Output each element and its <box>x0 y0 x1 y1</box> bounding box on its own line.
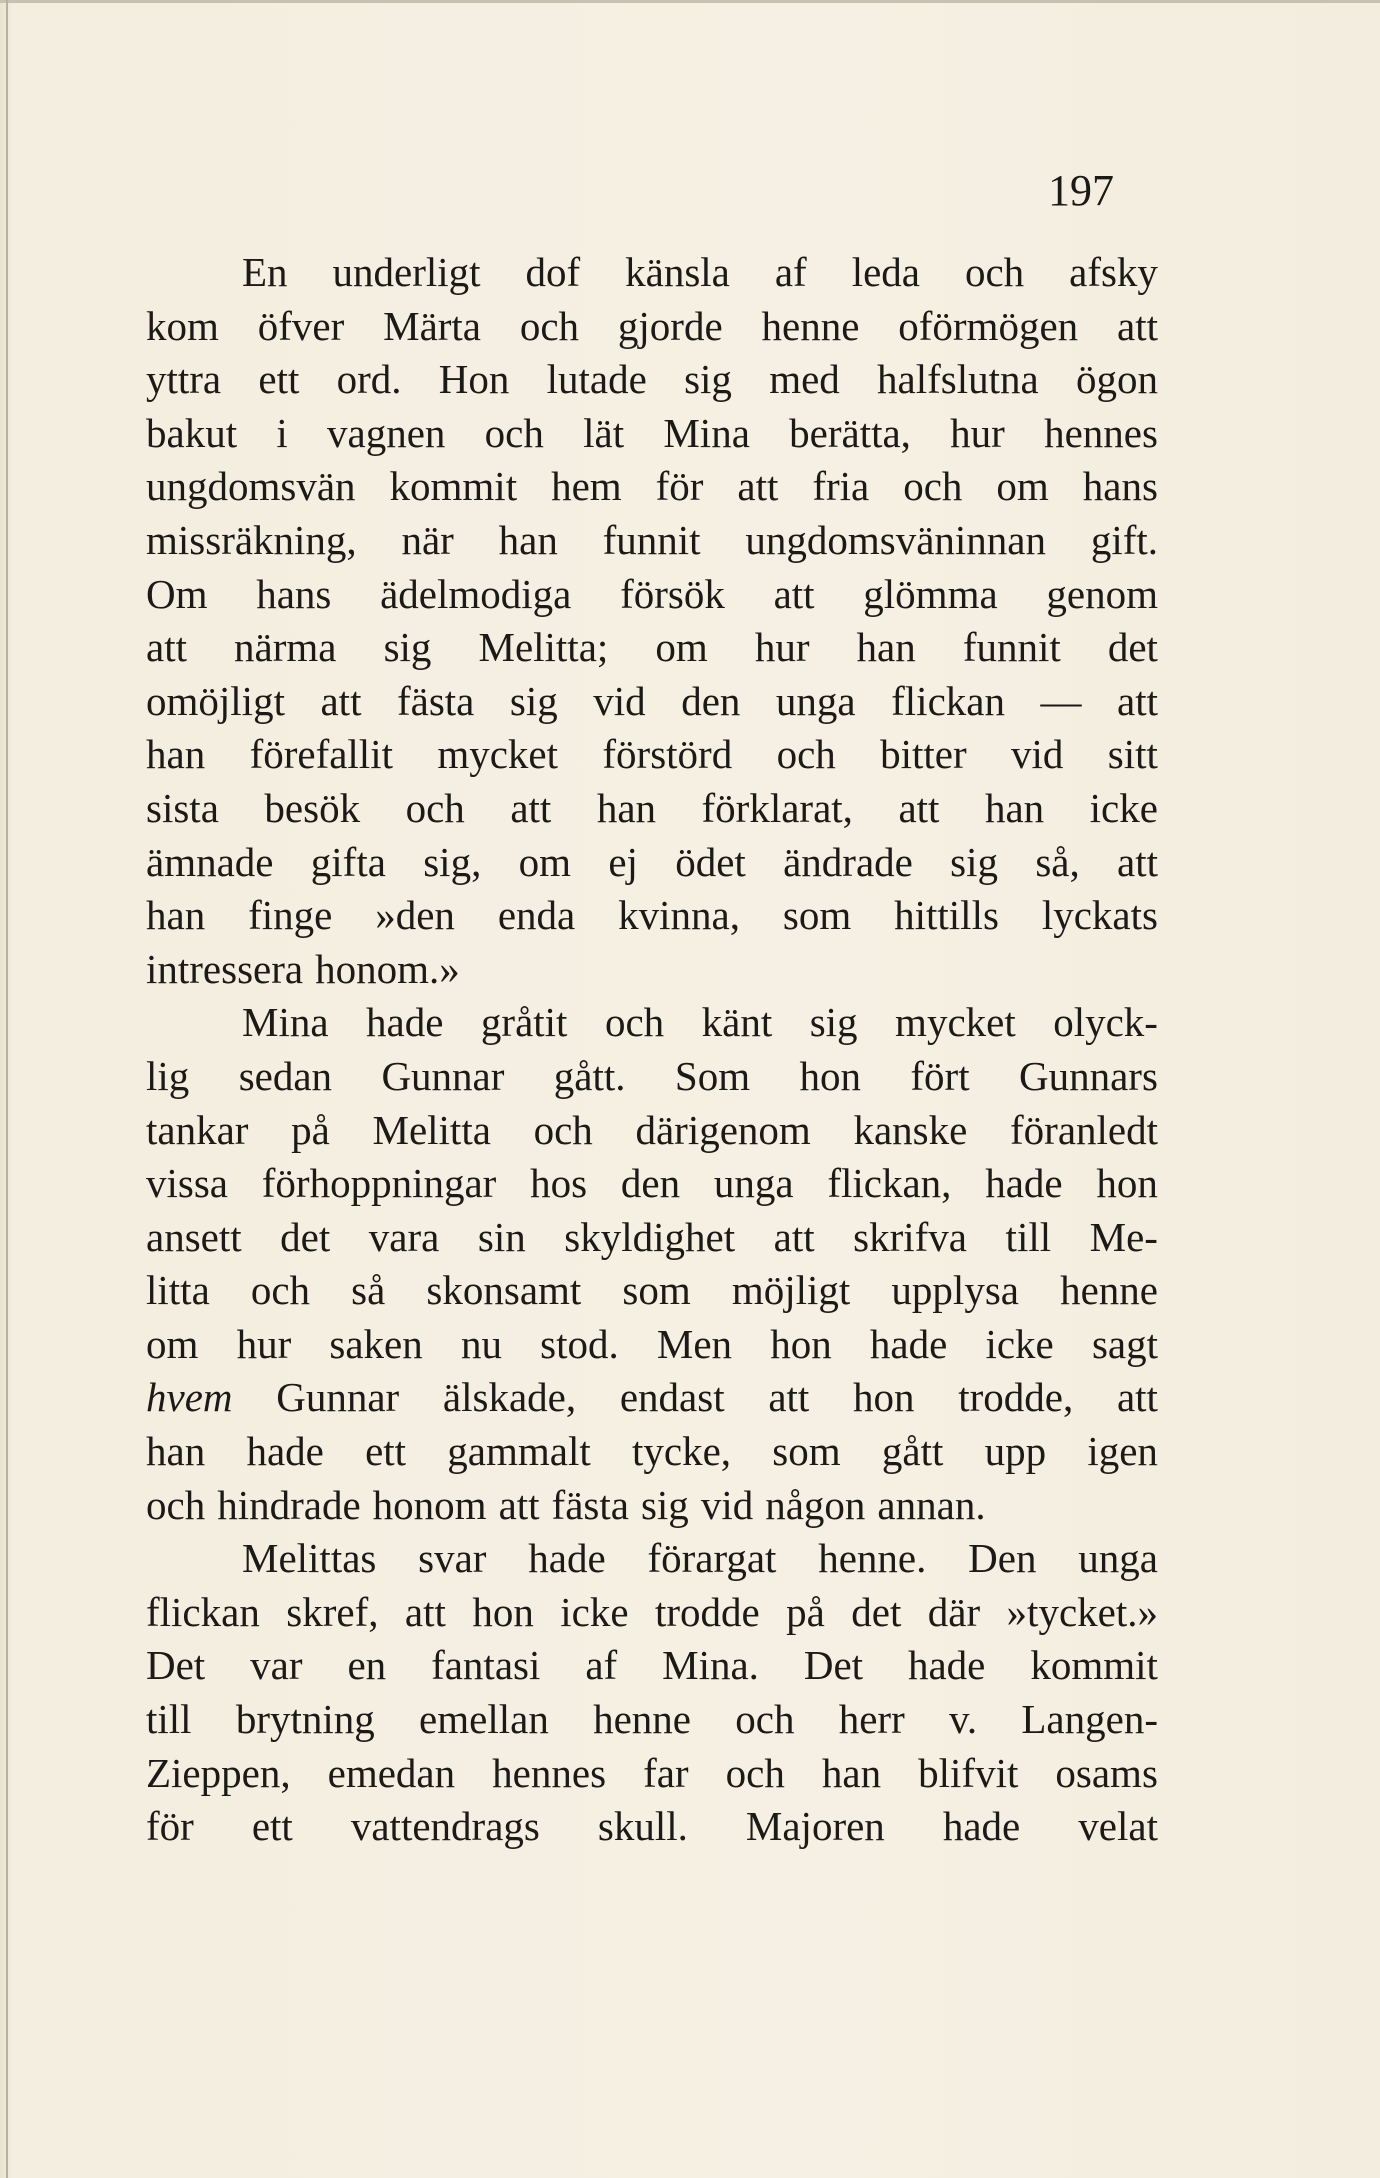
word: Det <box>803 1642 864 1689</box>
word: närma <box>234 624 337 671</box>
text-line <box>146 246 1158 300</box>
word: icke <box>1089 784 1158 831</box>
word: upplysa <box>891 1267 1019 1314</box>
text-line <box>146 1104 1158 1158</box>
word: hennes <box>1044 409 1158 456</box>
word: halfslutna <box>877 356 1039 403</box>
word: förargat <box>647 1535 777 1582</box>
word: velat <box>1078 1803 1158 1850</box>
text-line <box>146 1318 1158 1372</box>
word: omöjligt <box>146 677 285 724</box>
word: öfver <box>257 302 345 349</box>
word: för <box>655 463 704 510</box>
word: Gunnar <box>381 1052 505 1099</box>
word: ansett <box>146 1213 242 1260</box>
word: flickan <box>146 1588 260 1635</box>
text-line <box>146 1157 1158 1211</box>
word: och <box>250 1267 311 1314</box>
word: honom <box>372 1481 487 1528</box>
text-line <box>146 728 1158 782</box>
word: igen <box>1087 1428 1158 1475</box>
word: Om <box>146 570 208 617</box>
word: mycket <box>895 999 1016 1046</box>
word: ungdomsvän <box>146 463 356 510</box>
word: gjorde <box>617 302 723 349</box>
word: någon <box>765 1481 866 1528</box>
word: som <box>622 1267 691 1314</box>
word: saken <box>329 1320 423 1367</box>
word: kvinna, <box>618 892 740 939</box>
word: hur <box>754 624 810 671</box>
text-line <box>146 1586 1158 1640</box>
word: sig <box>509 677 558 724</box>
word: henne <box>593 1696 691 1743</box>
word: att <box>737 463 779 510</box>
word: Zieppen, <box>146 1749 291 1796</box>
word: Som <box>674 1052 751 1099</box>
word: Den <box>968 1535 1037 1582</box>
word: han <box>146 1428 206 1475</box>
word: stod. <box>540 1320 619 1367</box>
word: glömma <box>863 570 998 617</box>
word: för <box>146 1803 194 1850</box>
word: hade <box>528 1535 606 1582</box>
text-line <box>146 889 1158 943</box>
text-line <box>146 621 1158 675</box>
word: finge <box>248 892 333 939</box>
word: kommit <box>1030 1642 1158 1689</box>
word: kom <box>146 302 219 349</box>
word: hans <box>1082 463 1158 510</box>
word: unga <box>1078 1535 1158 1582</box>
word: och <box>146 1481 206 1528</box>
word: till <box>1005 1213 1052 1260</box>
word: flickan <box>891 677 1005 724</box>
word: af <box>585 1642 618 1689</box>
word: han <box>146 892 206 939</box>
word: förefallit <box>249 731 393 778</box>
word: ödet <box>675 838 746 885</box>
word: fästa <box>396 677 475 724</box>
word: »den <box>375 892 455 939</box>
word: endast <box>619 1374 725 1421</box>
word: hos <box>530 1160 588 1207</box>
word: berätta, <box>789 409 911 456</box>
word: icke <box>985 1320 1054 1367</box>
word: vid <box>700 1481 754 1528</box>
word: sig <box>809 999 858 1046</box>
word: hindrade <box>217 1481 361 1528</box>
word: det <box>280 1213 331 1260</box>
word: att <box>404 1588 446 1635</box>
word: Märta <box>383 302 482 349</box>
word: mycket <box>437 731 559 778</box>
word: förhoppningar <box>261 1160 497 1207</box>
text-line <box>146 1264 1158 1318</box>
word: som <box>782 892 852 939</box>
word: af <box>774 249 807 295</box>
word: ämnade <box>146 838 274 885</box>
word: ej <box>608 838 638 885</box>
word: Gunnar <box>276 1374 400 1421</box>
word: när <box>401 516 454 563</box>
word: han <box>596 784 657 831</box>
text-line <box>146 996 1158 1050</box>
word: fantasi <box>431 1642 541 1689</box>
word: att <box>768 1374 810 1421</box>
page-spine-edge <box>6 0 8 2178</box>
word: till <box>146 1696 192 1743</box>
word: underligt <box>332 249 481 295</box>
word: om <box>655 624 708 671</box>
word: det <box>851 1588 902 1635</box>
word: med <box>769 356 840 403</box>
word: den <box>620 1160 681 1207</box>
text-line <box>146 836 1158 890</box>
word: far <box>643 1749 689 1796</box>
text-line <box>146 407 1158 461</box>
word: han <box>146 731 206 778</box>
word: försök <box>620 570 725 617</box>
word: han <box>821 1749 882 1796</box>
text-line <box>146 300 1158 354</box>
word: — <box>1040 677 1082 724</box>
text-line <box>146 353 1158 407</box>
word: blifvit <box>918 1749 1019 1796</box>
word: föranledt <box>1010 1106 1158 1153</box>
word: att <box>773 570 815 617</box>
word: kanske <box>853 1106 968 1153</box>
word: hade <box>246 1428 324 1475</box>
word: tycke, <box>632 1428 732 1475</box>
word: Gunnars <box>1019 1052 1158 1099</box>
word: hittills <box>894 892 999 939</box>
word: skrifva <box>853 1213 968 1260</box>
word: lig <box>146 1052 190 1099</box>
word: han <box>856 624 916 671</box>
word: på <box>291 1106 330 1153</box>
word: kommit <box>389 463 518 510</box>
word: förstörd <box>602 731 733 778</box>
word: att <box>146 624 187 671</box>
word: olyck- <box>1053 999 1158 1046</box>
text-line <box>146 1479 1158 1533</box>
word: Me- <box>1089 1213 1158 1260</box>
word: en <box>347 1642 387 1689</box>
word: afsky <box>1069 249 1158 295</box>
word: och <box>405 784 465 831</box>
word: förklarat, <box>701 784 853 831</box>
word: funnit <box>602 516 701 563</box>
word: lät <box>583 409 625 456</box>
word: sista <box>146 784 219 831</box>
word: och <box>604 999 665 1046</box>
word: trodde, <box>958 1374 1074 1421</box>
word: ändrade <box>783 838 913 885</box>
word: älskade, <box>442 1374 577 1421</box>
word: därigenom <box>635 1106 811 1153</box>
word: unga <box>713 1160 794 1207</box>
word: yttra <box>146 356 222 403</box>
word: annan. <box>877 1481 986 1528</box>
word: leda <box>851 249 920 295</box>
word: ett <box>251 1803 293 1850</box>
word: så, <box>1035 838 1080 885</box>
word: Men <box>656 1320 733 1367</box>
word: Mina <box>242 999 329 1046</box>
word: upp <box>984 1428 1047 1475</box>
word: En <box>242 249 288 295</box>
text-line <box>146 1425 1158 1479</box>
word: enda <box>497 892 576 939</box>
word: lutade <box>546 356 647 403</box>
word: känt <box>701 999 773 1046</box>
word: Det <box>146 1642 206 1689</box>
word: flickan, <box>827 1160 952 1207</box>
word: sig, <box>423 838 482 885</box>
text-line <box>146 1800 1158 1854</box>
word: fört <box>910 1052 970 1099</box>
word: att <box>1117 302 1158 349</box>
word: sin <box>477 1213 526 1260</box>
word: besök <box>264 784 361 831</box>
word: vagnen <box>327 409 446 456</box>
word: vara <box>368 1213 440 1260</box>
word: oförmögen <box>898 302 1079 349</box>
word: hem <box>551 463 622 510</box>
word: brytning <box>235 1696 375 1743</box>
word: att <box>1116 1374 1158 1421</box>
word: vid <box>1011 731 1064 778</box>
word: hade <box>907 1642 986 1689</box>
word: hennes <box>492 1749 607 1796</box>
word: och <box>725 1749 785 1796</box>
word: hon <box>770 1320 832 1367</box>
word: gått. <box>553 1052 626 1099</box>
word: hur <box>950 409 1005 456</box>
text-line <box>146 1693 1158 1747</box>
word: den <box>681 677 741 724</box>
word: skull. <box>597 1803 688 1850</box>
word: och <box>533 1106 593 1153</box>
word: vissa <box>146 1160 228 1207</box>
text-line <box>146 568 1158 622</box>
word: han <box>498 516 558 563</box>
word: gift. <box>1090 516 1158 563</box>
text-line <box>146 1532 1158 1586</box>
word: honom.» <box>315 945 460 992</box>
word: »tycket.» <box>1006 1588 1158 1635</box>
word: unga <box>775 677 856 724</box>
word: sitt <box>1107 731 1158 778</box>
word: svar <box>418 1535 487 1582</box>
word: Hon <box>438 356 510 403</box>
word: att <box>1117 677 1158 724</box>
word: gammalt <box>447 1428 591 1475</box>
word: ungdomsväninnan <box>745 516 1047 563</box>
word: skyldighet <box>564 1213 736 1260</box>
word: var <box>250 1642 303 1689</box>
word: osams <box>1055 1749 1158 1796</box>
word: lyckats <box>1041 892 1158 939</box>
word: v. <box>949 1696 978 1743</box>
word: att <box>1117 838 1158 885</box>
word: vattendrags <box>350 1803 540 1850</box>
word: hans <box>256 570 332 617</box>
word: att <box>510 784 552 831</box>
word: sig <box>640 1481 689 1528</box>
text-line <box>146 943 1158 997</box>
word: trodde <box>654 1588 760 1635</box>
text-line <box>146 782 1158 836</box>
text-line <box>146 1050 1158 1104</box>
word: fästa <box>551 1481 629 1528</box>
word: gått <box>881 1428 944 1475</box>
word: Mina. <box>662 1642 759 1689</box>
word: ett <box>365 1428 407 1475</box>
page-top-edge <box>0 0 1380 3</box>
word: ord. <box>336 356 402 403</box>
word: icke <box>560 1588 629 1635</box>
word: litta <box>146 1267 210 1314</box>
word: henne <box>761 302 860 349</box>
word: nu <box>460 1320 502 1367</box>
word: Mina <box>663 409 750 456</box>
text-line <box>146 1747 1158 1801</box>
word: tankar <box>146 1106 249 1153</box>
word: missräkning, <box>146 516 357 563</box>
word: bitter <box>880 731 967 778</box>
text-line <box>146 460 1158 514</box>
word: att <box>773 1213 815 1260</box>
word: och <box>903 463 963 510</box>
word: att <box>898 784 940 831</box>
word: vid <box>593 677 646 724</box>
word: och <box>735 1696 795 1743</box>
word: hon <box>853 1374 915 1421</box>
word: hon <box>472 1588 534 1635</box>
word: ögon <box>1075 356 1158 403</box>
text-line <box>146 675 1158 729</box>
text-line <box>146 1639 1158 1693</box>
word: Melitta; <box>478 624 609 671</box>
word: fria <box>812 463 870 510</box>
word: Majoren <box>745 1803 885 1850</box>
word: så <box>351 1267 386 1314</box>
word: funnit <box>962 624 1061 671</box>
word: hade <box>942 1803 1021 1850</box>
word: det <box>1107 624 1158 671</box>
word: och <box>484 409 544 456</box>
word: Melittas <box>242 1535 377 1582</box>
word: henne. <box>818 1535 927 1582</box>
word: genom <box>1046 570 1158 617</box>
word: Melitta <box>372 1106 491 1153</box>
word: han <box>984 784 1045 831</box>
word: hon <box>799 1052 862 1099</box>
word: skref, <box>286 1588 379 1635</box>
word: emedan <box>327 1749 456 1796</box>
word: i <box>276 409 288 456</box>
word: hade <box>985 1160 1063 1207</box>
word: Langen- <box>1021 1696 1158 1743</box>
word: intressera <box>146 945 304 992</box>
word: att <box>498 1481 540 1528</box>
word: hur <box>236 1320 292 1367</box>
word: sig <box>950 838 999 885</box>
word: bakut <box>146 409 238 456</box>
word: som <box>772 1428 841 1475</box>
word: gifta <box>310 838 386 885</box>
word: gråtit <box>480 999 568 1046</box>
word: möjligt <box>731 1267 851 1314</box>
body-text <box>146 246 1158 1854</box>
word: att <box>320 677 362 724</box>
word: på <box>786 1588 825 1635</box>
word: och <box>964 249 1025 295</box>
word: känsla <box>625 249 730 295</box>
word: ett <box>258 356 300 403</box>
word: emellan <box>419 1696 549 1743</box>
word: ädelmodiga <box>380 570 572 617</box>
text-line <box>146 1371 1158 1425</box>
word: om <box>146 1320 199 1367</box>
text-line <box>146 1211 1158 1265</box>
word: hade <box>366 999 444 1046</box>
word: hade <box>869 1320 948 1367</box>
word: dof <box>525 249 581 295</box>
word: skonsamt <box>426 1267 582 1314</box>
word: där <box>927 1588 981 1635</box>
word: och <box>776 731 836 778</box>
page-number: 197 <box>1048 166 1114 215</box>
word: hvem <box>146 1374 233 1421</box>
word: sig <box>383 624 432 671</box>
word: sedan <box>238 1052 333 1099</box>
word: sig <box>684 356 732 403</box>
word: herr <box>838 1696 905 1743</box>
word: om <box>518 838 572 885</box>
word: och <box>519 302 580 349</box>
word: om <box>996 463 1049 510</box>
word: henne <box>1060 1267 1158 1314</box>
word: hon <box>1096 1160 1158 1207</box>
text-line <box>146 514 1158 568</box>
word: sagt <box>1091 1320 1158 1367</box>
